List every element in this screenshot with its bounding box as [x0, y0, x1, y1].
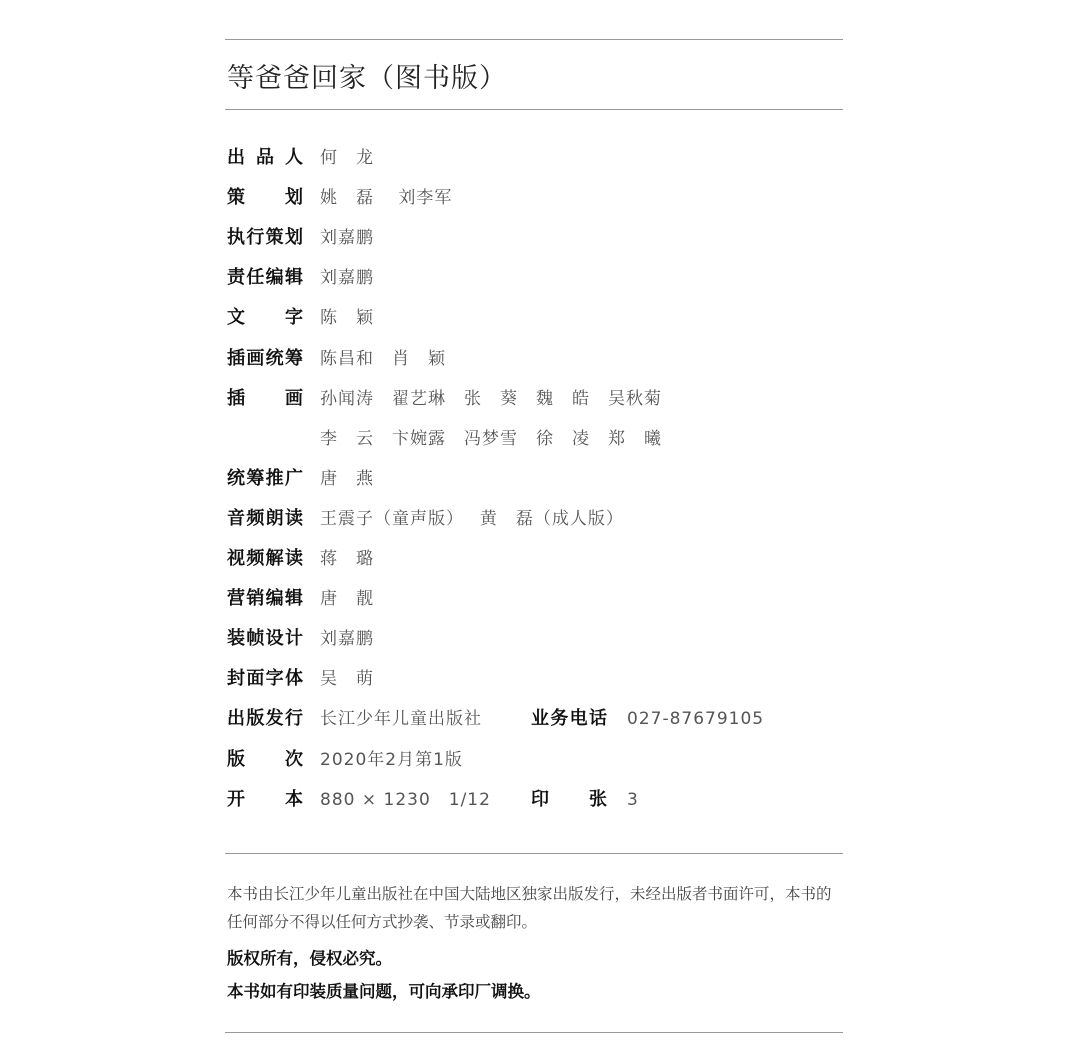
- credit-value: 唐 燕: [320, 469, 374, 489]
- credit-row: [225, 547, 843, 571]
- credit-row: [225, 266, 843, 290]
- credit-row: [225, 186, 843, 210]
- credit-label: 音频朗读: [227, 508, 303, 529]
- credit-label: 视频解读: [227, 548, 303, 569]
- credit-label-secondary: 业务电话: [531, 708, 607, 729]
- credit-value: 陈昌和 肖 颖: [320, 349, 446, 369]
- credits-rule: [225, 853, 843, 854]
- credit-value: 唐 靓: [320, 589, 374, 609]
- credit-label: 封面字体: [227, 668, 303, 689]
- credit-value: 刘嘉鹏: [320, 629, 374, 649]
- credit-row: [225, 387, 843, 411]
- credit-row: [225, 788, 843, 812]
- credit-label: 责任编辑: [227, 267, 303, 288]
- credit-value-secondary: 3: [627, 790, 639, 810]
- credit-row: [225, 306, 843, 330]
- credit-label: 开 本: [227, 789, 303, 810]
- bottom-rule: [225, 1032, 843, 1033]
- credit-label: 文 字: [227, 307, 303, 328]
- credit-value-secondary: 027-87679105: [627, 709, 765, 729]
- credit-label: 执行策划: [227, 227, 303, 248]
- top-rule: [225, 39, 843, 40]
- credit-value: 880 × 1230 1/12: [320, 790, 491, 810]
- copyright-note: 本书由长江少年儿童出版社在中国大陆地区独家出版发行，未经出版者书面许可，本书的任何部分不得以任何方式抄袭、节录或翻印。: [227, 885, 832, 931]
- credit-label: 插画统筹: [227, 348, 303, 369]
- credit-label: 出版发行: [227, 708, 303, 729]
- credit-row: [225, 427, 843, 451]
- credit-row: [225, 667, 843, 691]
- credit-row: [225, 748, 843, 772]
- credit-label: 策 划: [227, 187, 303, 208]
- credit-value: 刘嘉鹏: [320, 268, 374, 288]
- rights-reserved: 版权所有，侵权必究。: [227, 949, 392, 968]
- credit-row: [225, 146, 843, 170]
- credit-label-secondary: 印 张: [531, 789, 607, 810]
- credit-label: 营销编辑: [227, 588, 303, 609]
- credit-row: [225, 226, 843, 250]
- credit-value: 李 云 卞婉露 冯梦雪 徐 凌 郑 曦: [320, 429, 662, 449]
- exchange-notice: 本书如有印装质量问题，可向承印厂调换。: [227, 982, 541, 1001]
- credit-row: [225, 347, 843, 371]
- title-rule: [225, 109, 843, 110]
- credit-row: [225, 707, 843, 731]
- credit-value: 孙闻涛 翟艺琳 张 葵 魏 皓 吴秋菊: [320, 389, 662, 409]
- credit-value: 何 龙: [320, 148, 374, 168]
- credit-value: 长江少年儿童出版社: [320, 709, 482, 729]
- credit-value: 蒋 璐: [320, 549, 374, 569]
- credit-value: 吴 萌: [320, 669, 374, 689]
- credit-row: [225, 587, 843, 611]
- credit-label: 装帧设计: [227, 628, 303, 649]
- credit-value: 王震子（童声版） 黄 磊（成人版）: [320, 509, 624, 529]
- credit-value: 陈 颖: [320, 308, 374, 328]
- credit-value: 2020年2月第1版: [320, 750, 463, 770]
- credit-label: 出品人: [227, 147, 303, 168]
- credit-row: [225, 627, 843, 651]
- credit-row: [225, 467, 843, 491]
- credit-value: 刘嘉鹏: [320, 228, 374, 248]
- credit-label: 统筹推广: [227, 468, 303, 489]
- credit-value: 姚 磊 刘李军: [320, 188, 453, 208]
- credit-label: 版 次: [227, 749, 303, 770]
- credit-row: [225, 507, 843, 531]
- credit-label: 插 画: [227, 388, 303, 409]
- book-title: 等爸爸回家（图书版）: [227, 63, 507, 94]
